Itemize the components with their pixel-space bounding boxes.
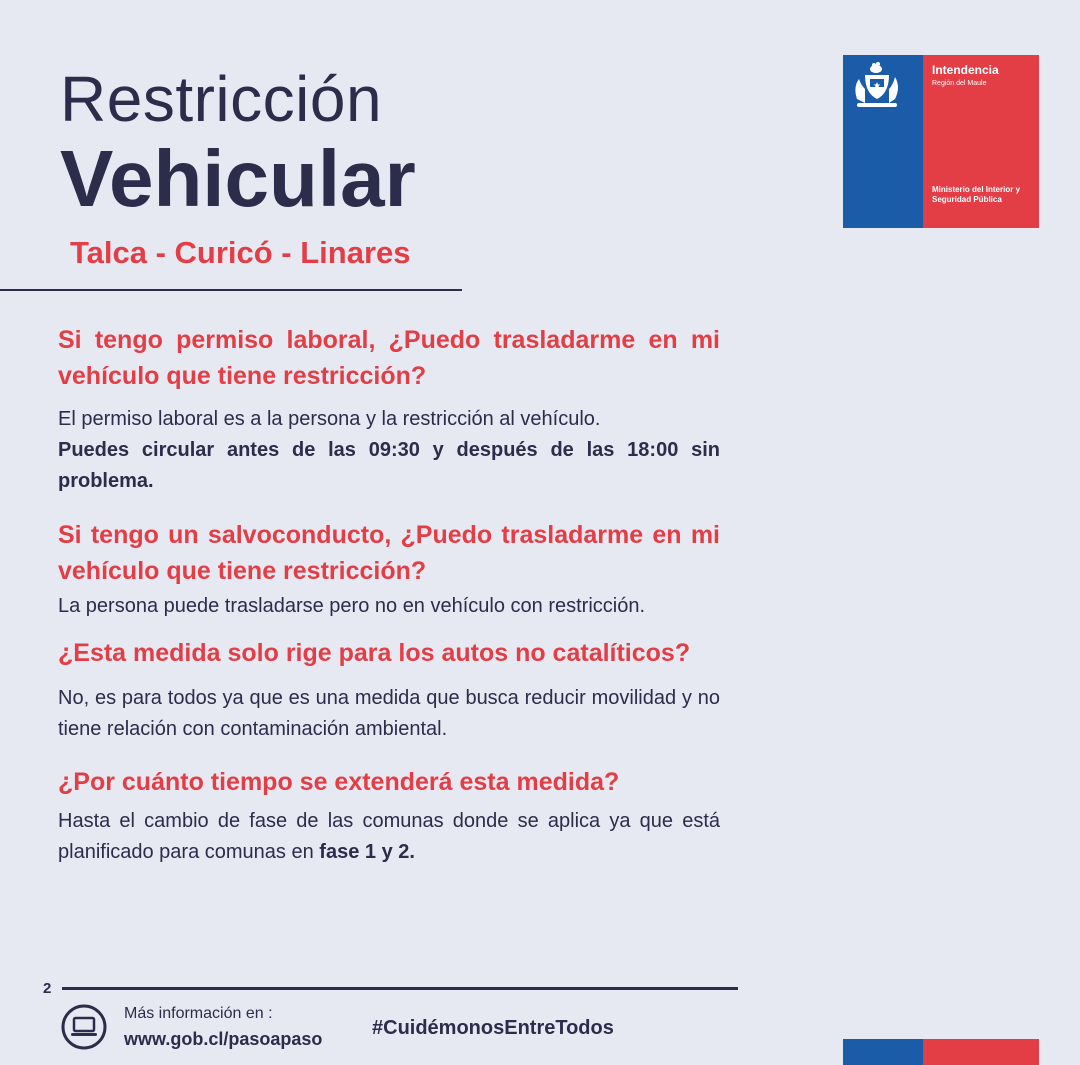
flag-bar-red bbox=[923, 1039, 1039, 1065]
faq-answer-3: No, es para todos ya que es una medida que busca reducir movilidad y no tiene relación con contaminación ambiental. bbox=[58, 687, 720, 740]
faq-answer-4 bbox=[58, 806, 720, 868]
logo-intendencia: Intendencia bbox=[932, 63, 999, 77]
flag-bar-bottom bbox=[843, 1039, 1039, 1065]
subtitle-cities: Talca - Curicó - Linares bbox=[70, 235, 411, 270]
faq-answer-1 bbox=[58, 404, 720, 497]
coat-of-arms-icon bbox=[843, 55, 923, 117]
faq-question-2: Si tengo un salvoconducto, ¿Puedo trasladarme en mi vehículo que tiene restricción? bbox=[58, 521, 720, 585]
faq-answer-1-bold: Puedes circular antes de las 09:30 y después de las 18:00 sin problema. bbox=[58, 439, 720, 492]
logo-region: Región del Maule bbox=[932, 80, 987, 87]
header-divider bbox=[0, 289, 462, 291]
government-logo bbox=[843, 55, 1039, 228]
faq-answer-1-text: El permiso laboral es a la persona y la restricción al vehículo. bbox=[58, 408, 601, 430]
more-info-label: Más información en : bbox=[124, 1005, 273, 1022]
title-vehicular: Vehicular bbox=[60, 134, 416, 223]
more-info-link[interactable]: www.gob.cl/pasoapaso bbox=[124, 1029, 323, 1049]
faq-question-4: ¿Por cuánto tiempo se extenderá esta medida? bbox=[58, 768, 620, 796]
faq-answer-4-bold: fase 1 y 2. bbox=[319, 841, 415, 863]
logo-ministry: Ministerio del Interior y Seguridad Pública bbox=[932, 185, 1021, 204]
title-restriccion: Restricción bbox=[60, 63, 383, 135]
faq-answer-4-text: Hasta el cambio de fase de las comunas donde se aplica ya que está planificado para comunas en bbox=[58, 810, 720, 863]
hashtag: #CuidémonosEntreTodos bbox=[372, 1017, 614, 1039]
flag-bar-blue bbox=[843, 1039, 923, 1065]
faq-question-1: Si tengo permiso laboral, ¿Puedo trasladarme en mi vehículo que tiene restricción? bbox=[58, 326, 720, 390]
footer-divider bbox=[62, 987, 738, 990]
faq-question-3: ¿Esta medida solo rige para los autos no catalíticos? bbox=[58, 639, 691, 667]
faq-section bbox=[58, 322, 720, 868]
logo-blue-panel bbox=[843, 117, 923, 228]
page-number: 2 bbox=[43, 980, 52, 997]
faq-answer-2: La persona puede trasladarse pero no en vehículo con restricción. bbox=[58, 595, 646, 617]
laptop-icon bbox=[61, 1004, 107, 1050]
